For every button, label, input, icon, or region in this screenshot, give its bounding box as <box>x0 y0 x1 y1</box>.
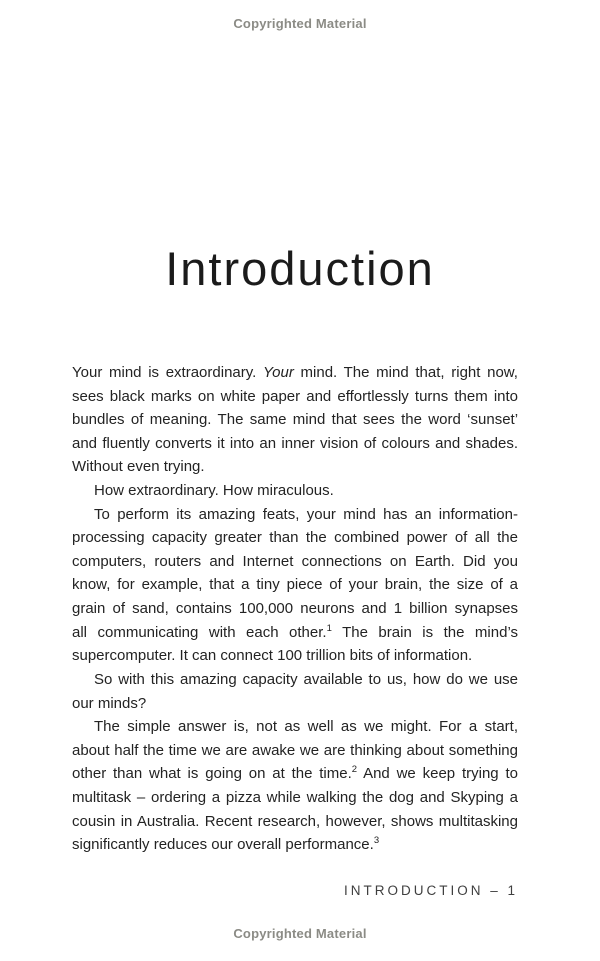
footnote-reference: 2 <box>351 764 358 776</box>
text-line: computers, routers and Internet connections on Earth. Did you <box>72 552 518 570</box>
text-line: grain of sand, contains 100,000 neurons and 1 billion synapses <box>72 600 519 618</box>
paragraph <box>72 668 518 715</box>
footer-page-label: INTRODUCTION – 1 <box>343 883 518 898</box>
body-text <box>72 361 518 857</box>
text-line: other than what is going on at the time.$^2$ And we keep trying to <box>72 764 518 783</box>
text-line: The simple answer is, not as well as we might. For a start, <box>94 718 519 736</box>
paragraph <box>72 479 518 503</box>
paragraph <box>72 503 518 668</box>
text-line: and fluently converts it into an inner vision of colours and shades. <box>72 434 519 452</box>
text-line: our minds? <box>72 694 147 712</box>
text-line: bundles of meaning. The same mind that sees the word ‘sunset’ <box>72 411 519 429</box>
text-line: multitask – ordering a pizza while walking the dog and Skyping a <box>72 788 518 806</box>
footnote-reference: 1 <box>326 622 332 634</box>
chapter-title: Introduction <box>165 242 435 295</box>
footnote-reference: 3 <box>373 835 380 847</box>
copyright-notice-bottom: Copyrighted Material <box>233 926 367 941</box>
text-line: supercomputer. It can connect 100 trillion bits of information. <box>72 647 473 665</box>
text-line: Without even trying. <box>72 458 205 476</box>
text-line: Your mind is extraordinary. Your mind. The mind that, right now, <box>72 364 518 381</box>
text-line: sees black marks on white paper and effortlessly turns them into <box>72 387 518 405</box>
text-line: all communicating with each other.$^1$ The brain is the mind’s <box>72 622 519 641</box>
paragraph <box>72 361 518 479</box>
text-line: So with this amazing capacity available to us, how do we use <box>94 670 519 688</box>
text-line: How extraordinary. How miraculous. <box>94 482 334 500</box>
copyright-notice-top: Copyrighted Material <box>233 16 367 31</box>
paragraph <box>72 715 518 857</box>
text-line: about half the time we are awake we are thinking about something <box>72 741 518 759</box>
text-line: To perform its amazing feats, your mind has an information- <box>94 505 518 523</box>
text-line: processing capacity greater than the combined power of all the <box>72 529 518 547</box>
text-line: cousin in Australia. Recent research, however, shows multitasking <box>72 812 518 830</box>
text-line: significantly reduces our overall performance.$^3$ <box>72 835 380 854</box>
text-line: know, for example, that a tiny piece of your brain, the size of a <box>72 576 519 594</box>
